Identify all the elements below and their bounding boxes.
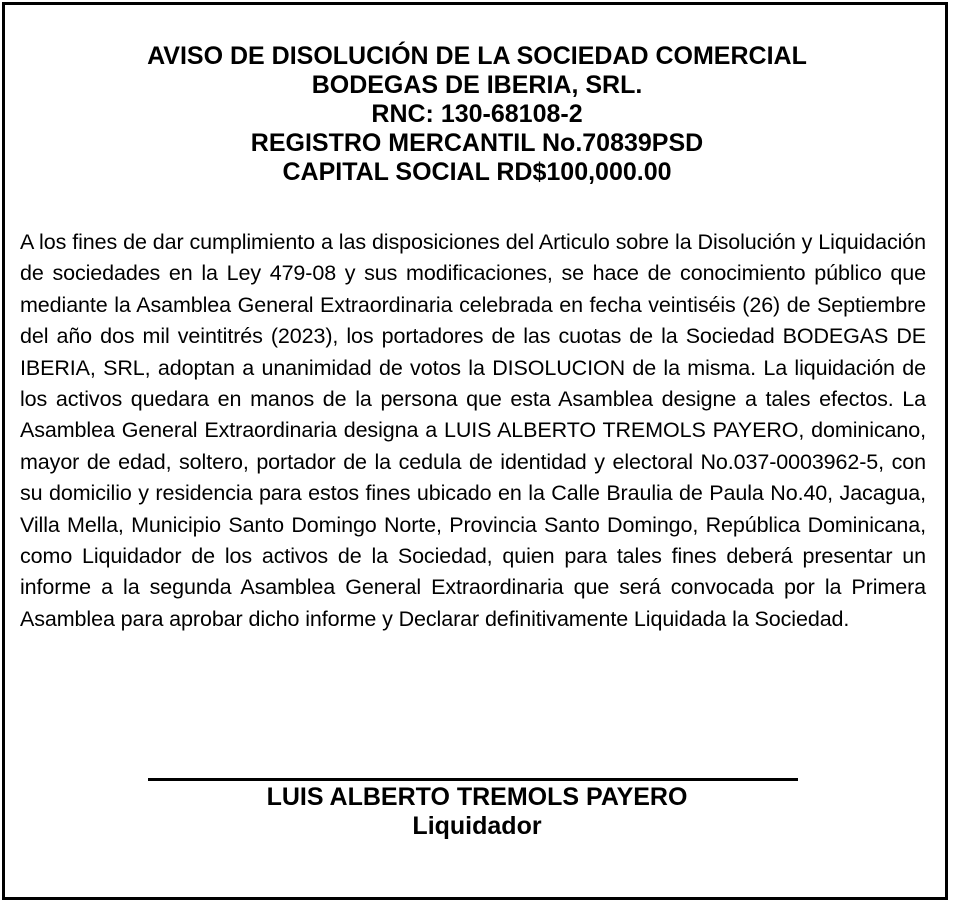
signature-block bbox=[0, 783, 954, 841]
commercial-registry: REGISTRO MERCANTIL No.70839PSD bbox=[250, 129, 704, 157]
notice-body: A los fines de dar cumplimiento a las disposiciones del Articulo sobre la Disolución y Liquidación de sociedades en la Ley 479-08 y sus modificaciones, se hace de conocimiento público que mediante la Asamblea General Extraordinaria celebrada en fecha veintiséis (26) de Septiembre del año dos mil veintitrés (2023), los portadores de las cuotas de la Sociedad BODEGAS DE IBERIA, SRL, adoptan a unanimidad de votos la DISOLUCION de la misma. La liquidación de los activos quedara en manos de la persona que esta Asamblea designe a tales efectos. La Asamblea General Extraordinaria designa a LUIS ALBERTO TREMOLS PAYERO, dominicano, mayor de edad, soltero, portador de la cedula de identidad y electoral No.037-0003962-5, con su domicilio y residencia para estos fines ubicado en la Calle Braulia de Paula No.40, Jacagua, Villa Mella, Municipio Santo Domingo Norte, Provincia Santo Domingo, República Dominicana, como Liquidador de los activos de la Sociedad, quien para tales fines deberá presentar un informe a la segunda Asamblea General Extraordinaria que será convocada por la Primera Asamblea para aprobar dicho informe y Declarar definitivamente Liquidada la Sociedad. bbox=[20, 230, 926, 631]
company-rnc: RNC: 130-68108-2 bbox=[371, 100, 583, 128]
signatory-name: LUIS ALBERTO TREMOLS PAYERO bbox=[266, 783, 688, 811]
notice-title: AVISO DE DISOLUCIÓN DE LA SOCIEDAD COMERCIAL bbox=[147, 42, 807, 70]
share-capital: CAPITAL SOCIAL RD$100,000.00 bbox=[282, 158, 672, 186]
company-name: BODEGAS DE IBERIA, SRL. bbox=[311, 71, 643, 99]
signatory-title: Liquidador bbox=[412, 812, 542, 840]
signature-line bbox=[148, 778, 798, 781]
notice-header bbox=[0, 42, 954, 187]
